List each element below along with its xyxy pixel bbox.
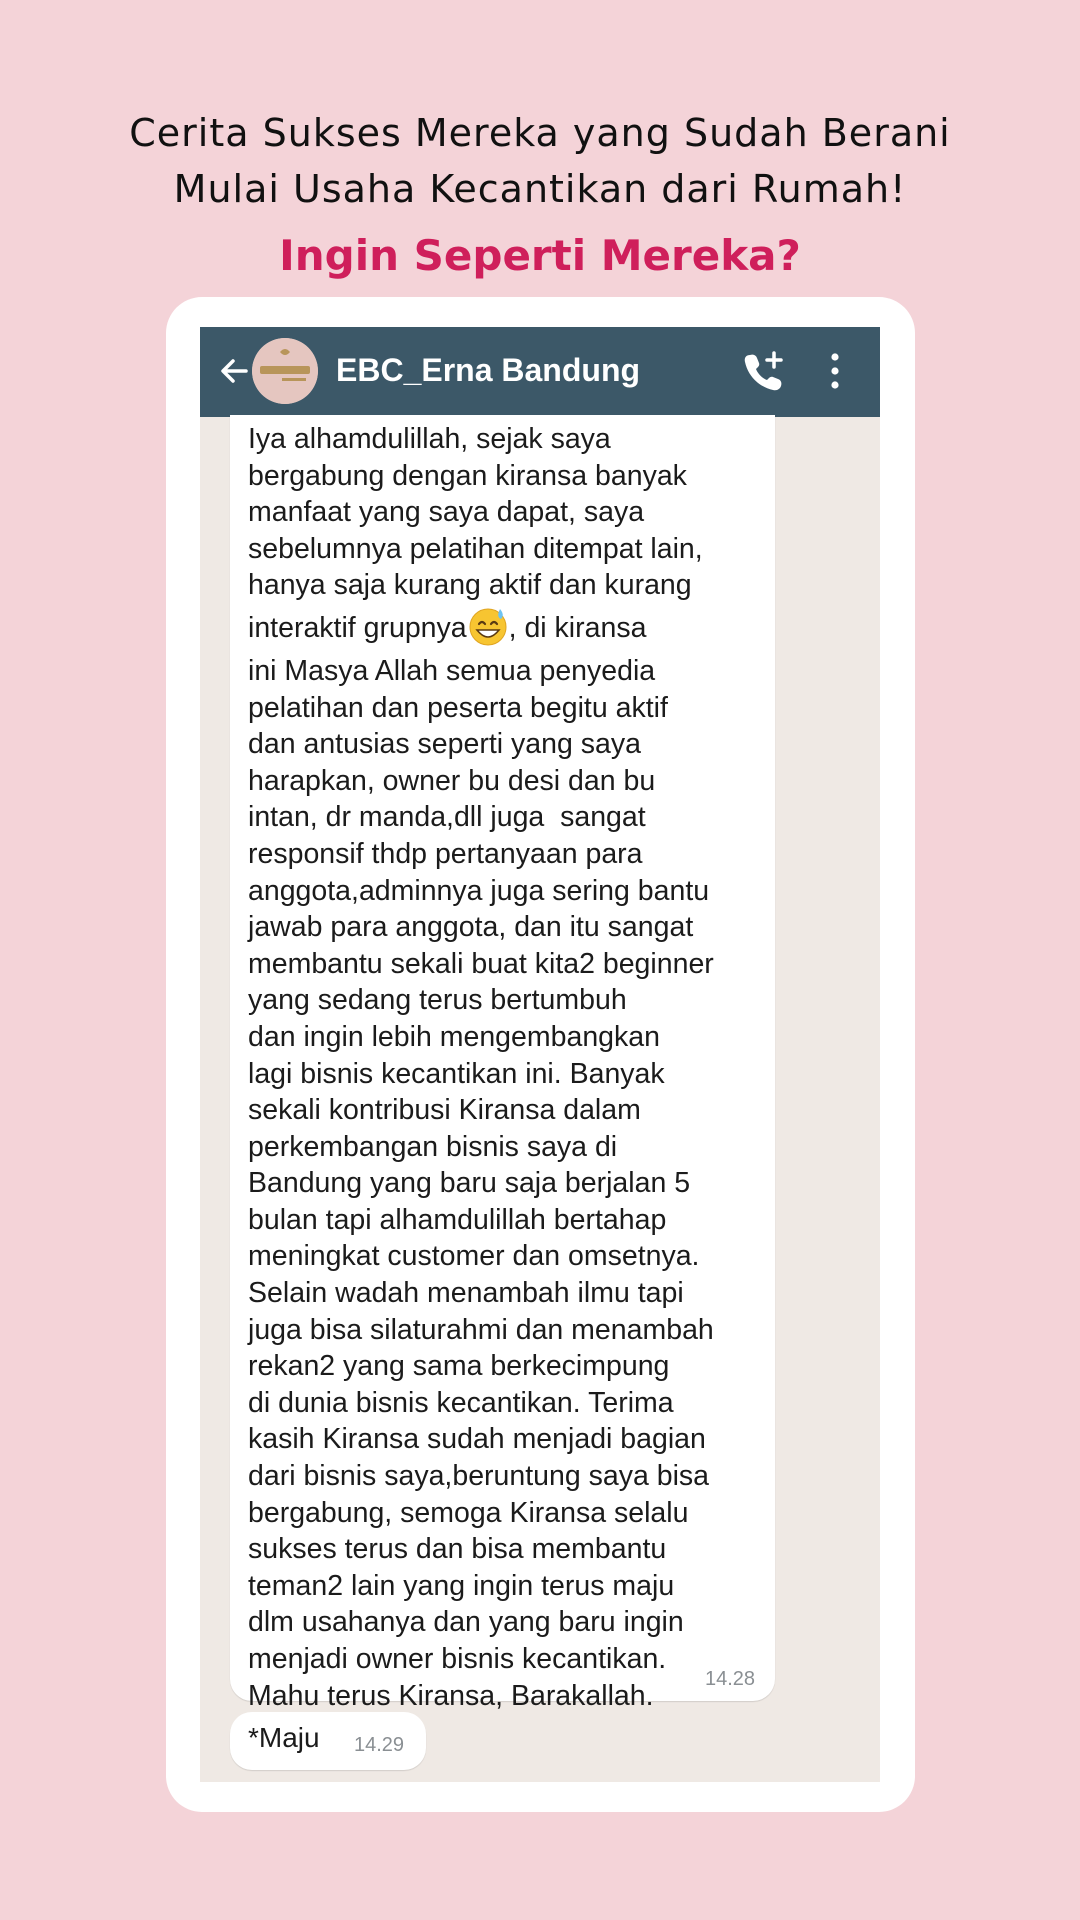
message-line: bergabung dengan kiransa banyak: [248, 459, 687, 492]
back-arrow-icon[interactable]: [214, 351, 254, 391]
message-line: sebelumnya pelatihan ditempat lain,: [248, 532, 703, 565]
message-line: meningkat customer dan omsetnya.: [248, 1240, 700, 1273]
message-line: pelatihan dan peserta begitu aktif: [248, 691, 668, 724]
message-line: dari bisnis saya,beruntung saya bisa: [248, 1460, 710, 1493]
chat-header: [200, 327, 880, 417]
message-bubble[interactable]: [230, 1712, 426, 1770]
message-line: dan ingin lebih mengembangkan: [248, 1020, 660, 1053]
message-time: 14.29: [354, 1734, 405, 1756]
message-line: [248, 604, 768, 653]
message-line: lagi bisnis kecantikan ini. Banyak: [248, 1057, 665, 1090]
chat-screen: [200, 327, 880, 1782]
message-bubble[interactable]: [230, 415, 775, 1712]
message-line: Bandung yang baru saja berjalan 5: [248, 1167, 691, 1200]
message-line: ini Masya Allah semua penyedia: [248, 654, 656, 687]
message-line: Selain wadah menambah ilmu tapi: [248, 1277, 684, 1310]
message-line: anggota,adminnya juga sering bantu: [248, 874, 710, 907]
message-line: Mahu terus Kiransa, Barakallah.: [248, 1679, 654, 1712]
message-line: harapkan, owner bu desi dan bu: [248, 764, 656, 797]
message-line: bulan tapi alhamdulillah bertahap: [248, 1203, 667, 1236]
message-line-text: , di kiransa: [508, 611, 647, 644]
message-line: dan antusias seperti yang saya: [248, 728, 641, 761]
grinning-sweat-emoji-icon: [467, 605, 509, 647]
contact-name[interactable]: EBC_Erna Bandung: [336, 352, 641, 388]
message-line: juga bisa silaturahmi dan menambah: [248, 1313, 714, 1346]
message-line: kasih Kiransa sudah menjadi bagian: [248, 1423, 706, 1456]
message-line: perkembangan bisnis saya di: [248, 1130, 618, 1163]
message-line-text: interaktif grupnya: [248, 611, 467, 644]
message-line: manfaat yang saya dapat, saya: [248, 496, 645, 529]
message-line: jawab para anggota, dan itu sangat: [248, 911, 694, 944]
message-line: sukses terus dan bisa membantu: [248, 1533, 667, 1566]
message-line: Iya alhamdulillah, sejak saya: [248, 423, 611, 455]
message-line: menjadi owner bisnis kecantikan.: [248, 1643, 667, 1675]
more-vert-icon[interactable]: [825, 349, 845, 393]
message-text: [248, 421, 768, 1714]
message-line: hanya saja kurang aktif dan kurang: [248, 569, 692, 602]
headline-line-1: Cerita Sukses Mereka yang Sudah Berani: [129, 111, 951, 155]
message-line: teman2 lain yang ingin terus maju: [248, 1569, 675, 1602]
headline: [0, 105, 1080, 217]
add-call-icon[interactable]: [740, 347, 788, 395]
message-time: 14.28: [705, 1668, 756, 1690]
subheadline: Ingin Seperti Mereka?: [279, 231, 801, 280]
message-line: sekali kontribusi Kiransa dalam: [248, 1094, 641, 1127]
message-line: membantu sekali buat kita2 beginner: [248, 947, 714, 980]
message-line: intan, dr manda,dll juga sangat: [248, 801, 646, 834]
headline-line-2: Mulai Usaha Kecantikan dari Rumah!: [173, 167, 907, 211]
message-line: di dunia bisnis kecantikan. Terima: [248, 1386, 674, 1419]
avatar[interactable]: [252, 338, 318, 404]
message-line: rekan2 yang sama berkecimpung: [248, 1350, 670, 1383]
message-line: yang sedang terus bertumbuh: [248, 984, 627, 1017]
message-line: bergabung, semoga Kiransa selalu: [248, 1496, 689, 1529]
message-line: responsif thdp pertanyaan para: [248, 837, 643, 870]
message-line: dlm usahanya dan yang baru ingin: [248, 1606, 684, 1639]
message-text: *Maju: [248, 1722, 320, 1753]
